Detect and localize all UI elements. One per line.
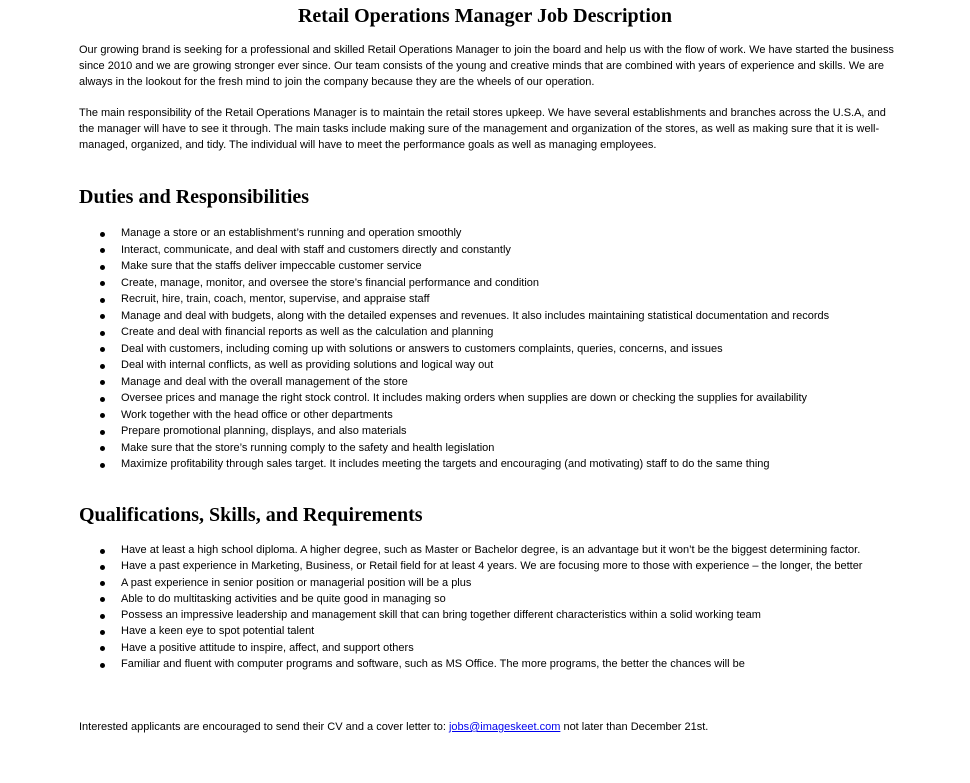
qualifications-heading: Qualifications, Skills, and Requirements	[79, 504, 423, 526]
list-item: Able to do multitasking activities and be quite good in managing so	[79, 591, 889, 607]
list-item: Manage a store or an establishment’s running and operation smoothly	[79, 225, 889, 242]
list-item: Deal with internal conflicts, as well as providing solutions and logical way out	[79, 357, 889, 374]
list-item: Prepare promotional planning, displays, and also materials	[79, 423, 889, 440]
duties-list	[79, 225, 889, 473]
list-item: Create, manage, monitor, and oversee the store’s financial performance and condition	[79, 275, 889, 292]
intro-paragraph-1: Our growing brand is seeking for a professional and skilled Retail Operations Manager to join the board and help us with the flow of work. We have started the business since 2010 and we are growing stronger ever since. Our team consists of the young and creative minds that are combined with years of experience and skills. We are always in the lookout for the fresh mind to join the company because they are the wheels of our operation.	[79, 44, 894, 88]
list-item: Familiar and fluent with computer programs and software, such as MS Office. The more programs, the better the chances will be	[79, 656, 889, 672]
list-item: Make sure that the store’s running comply to the safety and health legislation	[79, 440, 889, 457]
list-item: Have at least a high school diploma. A higher degree, such as Master or Bachelor degree, is an advantage but it won’t be the biggest determining factor.	[79, 542, 889, 558]
list-item: Maximize profitability through sales target. It includes meeting the targets and encouraging (and motivating) staff to do the same thing	[79, 456, 889, 473]
list-item: Oversee prices and manage the right stock control. It includes making orders when supplies are down or checking the supplies for availability	[79, 390, 889, 407]
closing-text-after: not later than December 21st.	[560, 721, 709, 733]
list-item: Create and deal with financial reports as well as the calculation and planning	[79, 324, 889, 341]
list-item: Interact, communicate, and deal with staff and customers directly and constantly	[79, 242, 889, 259]
list-item: Deal with customers, including coming up with solutions or answers to customers complaints, queries, concerns, and issues	[79, 341, 889, 358]
list-item: Have a positive attitude to inspire, affect, and support others	[79, 640, 889, 656]
list-item: Manage and deal with budgets, along with the detailed expenses and revenues. It also includes maintaining statistical documentation and records	[79, 308, 889, 325]
document-title: Retail Operations Manager Job Description	[297, 5, 673, 27]
intro-paragraph-2: The main responsibility of the Retail Operations Manager is to maintain the retail stores upkeep. We have several establishments and branches across the U.S.A, and the manager will have to see it through. The main tasks include making sure of the management and organization of the stores, as well as making sure that it is well-managed, organized, and tidy. The individual will have to meet the performance goals as well as managing employees.	[79, 107, 886, 151]
list-item: Recruit, hire, train, coach, mentor, supervise, and appraise staff	[79, 291, 889, 308]
closing-paragraph	[79, 720, 894, 736]
list-item: Work together with the head office or other departments	[79, 407, 889, 424]
list-item: Have a keen eye to spot potential talent	[79, 623, 889, 639]
list-item: Manage and deal with the overall management of the store	[79, 374, 889, 391]
qualifications-list	[79, 542, 889, 672]
email-link[interactable]: jobs@imageskeet.com	[448, 721, 561, 733]
list-item: Make sure that the staffs deliver impeccable customer service	[79, 258, 889, 275]
list-item: A past experience in senior position or managerial position will be a plus	[79, 575, 889, 591]
list-item: Have a past experience in Marketing, Business, or Retail field for at least 4 years. We are focusing more to those with experience – the longer, the better	[79, 558, 889, 574]
duties-heading: Duties and Responsibilities	[79, 186, 310, 208]
closing-text-before: Interested applicants are encouraged to send their CV and a cover letter to:	[79, 721, 449, 733]
list-item: Possess an impressive leadership and management skill that can bring together different characteristics within a solid working team	[79, 607, 889, 623]
